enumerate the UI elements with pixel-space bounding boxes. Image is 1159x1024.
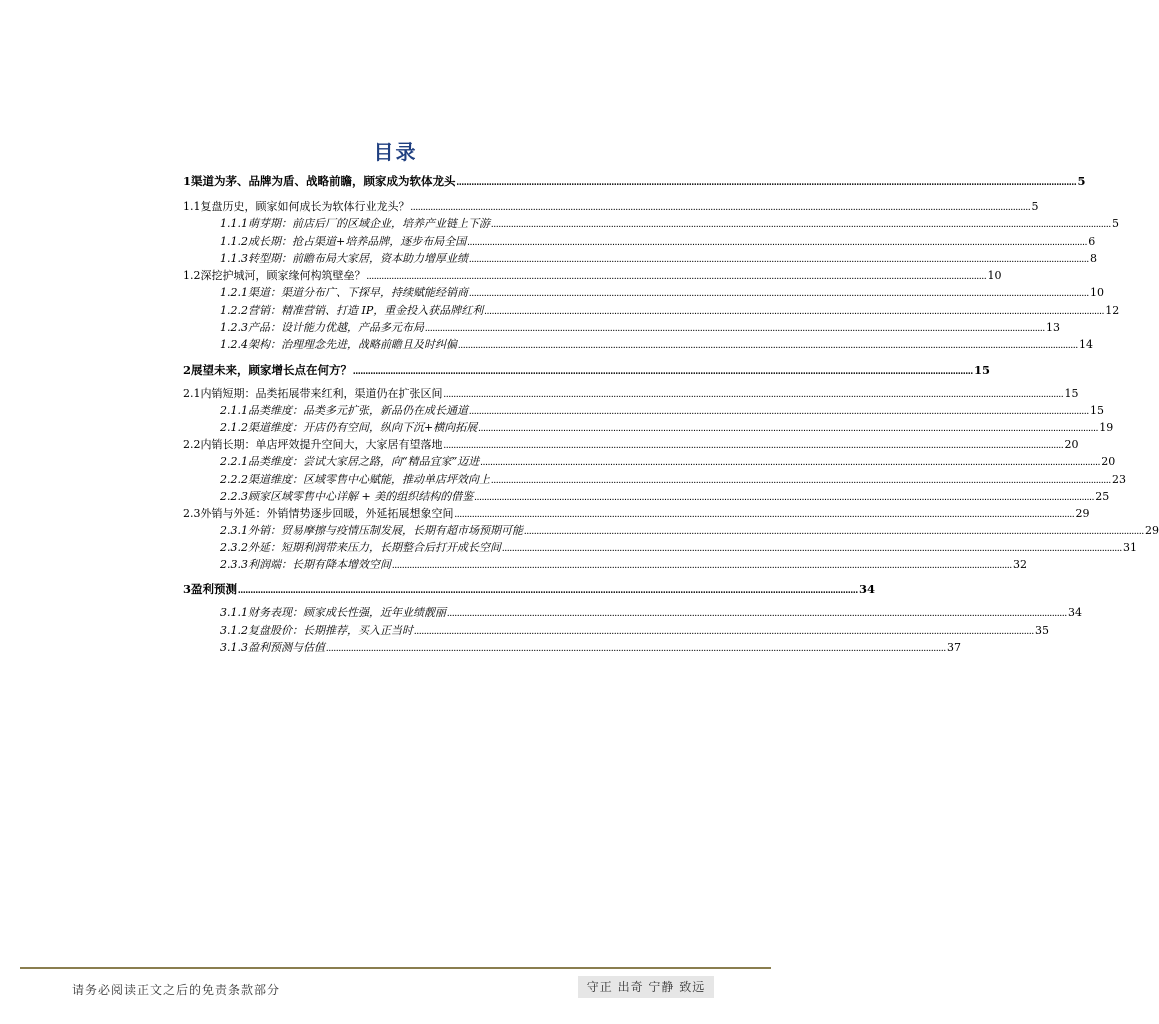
toc-leader-dots: [353, 365, 973, 379]
toc-leader-dots: [491, 474, 1111, 488]
toc-leader-dots: [457, 176, 1077, 190]
footer-divider: [20, 967, 771, 969]
toc-entry-number: 2.3.2: [220, 541, 248, 554]
toc-entry-title: 财务表现：顾家成长性强，近年业绩靓丽: [248, 606, 446, 619]
toc-entry-page: 29: [1075, 507, 1090, 520]
toc-entry[interactable]: [220, 252, 1097, 266]
toc-entry-title: 复盘股价：长期推荐，买入正当时: [248, 624, 413, 637]
toc-entry-number: 2.2.1: [220, 455, 248, 468]
toc-entry-number: 3.1.3: [220, 641, 248, 654]
toc-entry[interactable]: [220, 321, 1060, 335]
toc-entry[interactable]: [220, 421, 1114, 435]
toc-entry[interactable]: [183, 269, 1002, 283]
toc-entry[interactable]: [220, 624, 1049, 638]
toc-entry[interactable]: [220, 490, 1110, 504]
toc-entry-title: 架构：治理理念先进，战略前瞻且及时纠偏: [248, 338, 457, 351]
toc-entry-number: 2.2.3: [220, 490, 248, 503]
toc-entry[interactable]: [220, 606, 1082, 620]
toc-leader-dots: [444, 439, 1064, 453]
toc-leader-dots: [326, 642, 946, 656]
toc-entry-number: 2.1.1: [220, 404, 248, 417]
toc-entry-number: 2.2: [183, 438, 201, 451]
toc-entry[interactable]: [220, 286, 1104, 300]
toc-entry[interactable]: [220, 641, 961, 655]
toc-entry-number: 1.1: [183, 200, 201, 213]
toc-leader-dots: [467, 236, 1087, 250]
toc-entry-number: 1.1.3: [220, 252, 248, 265]
toc-leader-dots: [502, 542, 1122, 556]
toc-entry-title: 深挖护城河，顾家缘何构筑壁垒？: [200, 269, 366, 282]
toc-entry-title: 营销：精准营销、打造 IP，重金投入获品牌红利: [248, 304, 484, 317]
toc-leader-dots: [469, 405, 1089, 419]
toc-entry-number: 1.1.1: [220, 217, 248, 230]
toc-entry-title: 品类维度：品类多元扩张，新品仍在成长通道: [248, 404, 468, 417]
toc-entry-number: 1.2.4: [220, 338, 248, 351]
toc-entry-number: 3: [183, 582, 192, 596]
toc-entry-title: 内销短期：品类拓展带来红利，渠道仍在扩张区间: [200, 387, 443, 400]
toc-entry-page: 25: [1095, 490, 1110, 503]
toc-leader-dots: [444, 388, 1064, 402]
toc-entry[interactable]: [183, 174, 1086, 188]
toc-entry-page: 31: [1123, 541, 1137, 554]
toc-leader-dots: [238, 584, 858, 598]
toc-entry-title: 外延：短期利润带来压力，长期整合后打开成长空间: [248, 541, 501, 554]
toc-entry-title: 渠道：渠道分布广、下探早，持续赋能经销商: [248, 286, 468, 299]
toc-entry-title: 顾家区域零售中心详解 + 美的组织结构的借鉴: [248, 490, 474, 503]
toc-entry-page: 15: [974, 363, 991, 377]
footer-slogan: 守正 出奇 宁静 致远: [578, 976, 714, 998]
toc-entry[interactable]: [183, 200, 1039, 214]
toc-leader-dots: [484, 305, 1104, 319]
toc-entry-page: 19: [1099, 421, 1114, 434]
toc-entry-number: 1: [183, 174, 192, 188]
toc-entry-page: 34: [859, 582, 876, 596]
toc-entry-page: 15: [1064, 387, 1079, 400]
toc-entry-page: 14: [1079, 338, 1093, 351]
toc-entry-title: 复盘历史，顾家如何成长为软体行业龙头？: [200, 200, 410, 213]
toc-entry-title: 渠道为茅、品牌为盾、战略前瞻，顾家成为软体龙头: [191, 174, 456, 188]
toc-entry-page: 23: [1112, 473, 1126, 486]
toc-entry-number: 3.1.2: [220, 624, 248, 637]
toc-leader-dots: [478, 422, 1098, 436]
toc-entry-title: 展望未来，顾家增长点在何方？: [191, 363, 353, 377]
toc-entry-number: 2.2.2: [220, 473, 248, 486]
toc-leader-dots: [392, 559, 1012, 573]
toc-entry[interactable]: [220, 524, 1159, 538]
toc-entry-number: 2.3.1: [220, 524, 248, 537]
toc-entry-number: 2.3: [183, 507, 201, 520]
toc-entry-page: 34: [1068, 606, 1082, 619]
toc-entry-title: 外销与外延：外销情势逐步回暖，外延拓展想象空间: [200, 507, 454, 520]
toc-entry-title: 品类维度：尝试大家居之路，向“精品宜家”迈进: [248, 455, 480, 468]
toc-entry-title: 盈利预测: [191, 582, 238, 596]
toc-entry-page: 5: [1031, 200, 1039, 213]
toc-entry[interactable]: [183, 582, 876, 596]
toc-entry-number: 2.1: [183, 387, 201, 400]
toc-leader-dots: [425, 322, 1045, 336]
toc-leader-dots: [414, 625, 1034, 639]
toc-entry[interactable]: [220, 455, 1116, 469]
toc-entry-number: 2.1.2: [220, 421, 248, 434]
toc-entry[interactable]: [183, 507, 1090, 521]
toc-entry-title: 内销长期：单店坪效提升空间大，大家居有望落地: [200, 438, 443, 451]
footer-disclaimer: 请务必阅读正文之后的免责条款部分: [72, 983, 281, 997]
toc-entry-page: 37: [947, 641, 961, 654]
toc-entry-title: 利润端：长期有降本增效空间: [248, 558, 391, 571]
toc-entry-number: 1.2.1: [220, 286, 248, 299]
toc-entry[interactable]: [220, 235, 1096, 249]
toc-entry[interactable]: [220, 541, 1137, 555]
toc-entry-page: 15: [1090, 404, 1104, 417]
toc-entry[interactable]: [220, 404, 1104, 418]
toc-entry-page: 12: [1105, 304, 1120, 317]
toc-leader-dots: [367, 270, 987, 284]
toc-entry[interactable]: [220, 473, 1126, 487]
toc-entry-page: 5: [1077, 174, 1086, 188]
toc-entry-page: 29: [1145, 524, 1159, 537]
toc-entry-page: 10: [1090, 286, 1104, 299]
toc-entry-page: 20: [1101, 455, 1116, 468]
toc-leader-dots: [411, 201, 1031, 215]
toc-entry-page: 13: [1046, 321, 1060, 334]
toc-entry-title: 渠道维度：开店仍有空间，纵向下沉+横向拓展: [248, 421, 478, 434]
toc-leader-dots: [524, 525, 1144, 539]
toc-leader-dots: [455, 508, 1075, 522]
toc-entry-number: 1.2.2: [220, 304, 248, 317]
toc-entry-number: 2.3.3: [220, 558, 248, 571]
toc-leader-dots: [480, 456, 1100, 470]
toc-entry-number: 2: [183, 363, 192, 377]
toc-entry-title: 萌芽期：前店后厂的区域企业，培养产业链上下游: [248, 217, 490, 230]
toc-entry[interactable]: [220, 558, 1027, 572]
toc-leader-dots: [447, 607, 1067, 621]
toc-entry[interactable]: [220, 338, 1093, 352]
toc-entry[interactable]: [183, 363, 991, 377]
toc-entry[interactable]: [220, 217, 1119, 231]
toc-entry-page: 5: [1112, 217, 1119, 230]
toc-leader-dots: [458, 339, 1078, 353]
toc-entry-number: 1.2: [183, 269, 201, 282]
toc-entry-page: 20: [1064, 438, 1079, 451]
toc-leader-dots: [474, 491, 1094, 505]
toc-entry-title: 成长期：抢占渠道+培养品牌，逐步布局全国: [248, 235, 467, 248]
toc-entry-page: 32: [1013, 558, 1027, 571]
toc-entry-title: 转型期：前瞻布局大家居，资本助力增厚业绩: [248, 252, 468, 265]
toc-entry-page: 6: [1088, 235, 1096, 248]
toc-entry-number: 3.1.1: [220, 606, 248, 619]
toc-entry-page: 10: [987, 269, 1002, 282]
toc-leader-dots: [469, 253, 1089, 267]
toc-entry-number: 1.2.3: [220, 321, 248, 334]
toc-entry-title: 渠道维度：区域零售中心赋能，推动单店坪效向上: [248, 473, 490, 486]
toc-leader-dots: [491, 218, 1111, 232]
toc-entry[interactable]: [183, 438, 1079, 452]
toc-entry-title: 产品：设计能力优越，产品多元布局: [248, 321, 424, 334]
toc-entry-title: 外销：贸易摩擦与疫情压制发展，长期有超市场预期可能: [248, 524, 523, 537]
toc-entry-number: 1.1.2: [220, 235, 248, 248]
toc-leader-dots: [469, 287, 1089, 301]
toc-title: 目录: [373, 140, 418, 164]
toc-entry[interactable]: [183, 387, 1079, 401]
toc-entry-page: 35: [1035, 624, 1049, 637]
toc-entry[interactable]: [220, 304, 1120, 318]
toc-entry-title: 盈利预测与估值: [248, 641, 325, 654]
toc-entry-page: 8: [1090, 252, 1097, 265]
